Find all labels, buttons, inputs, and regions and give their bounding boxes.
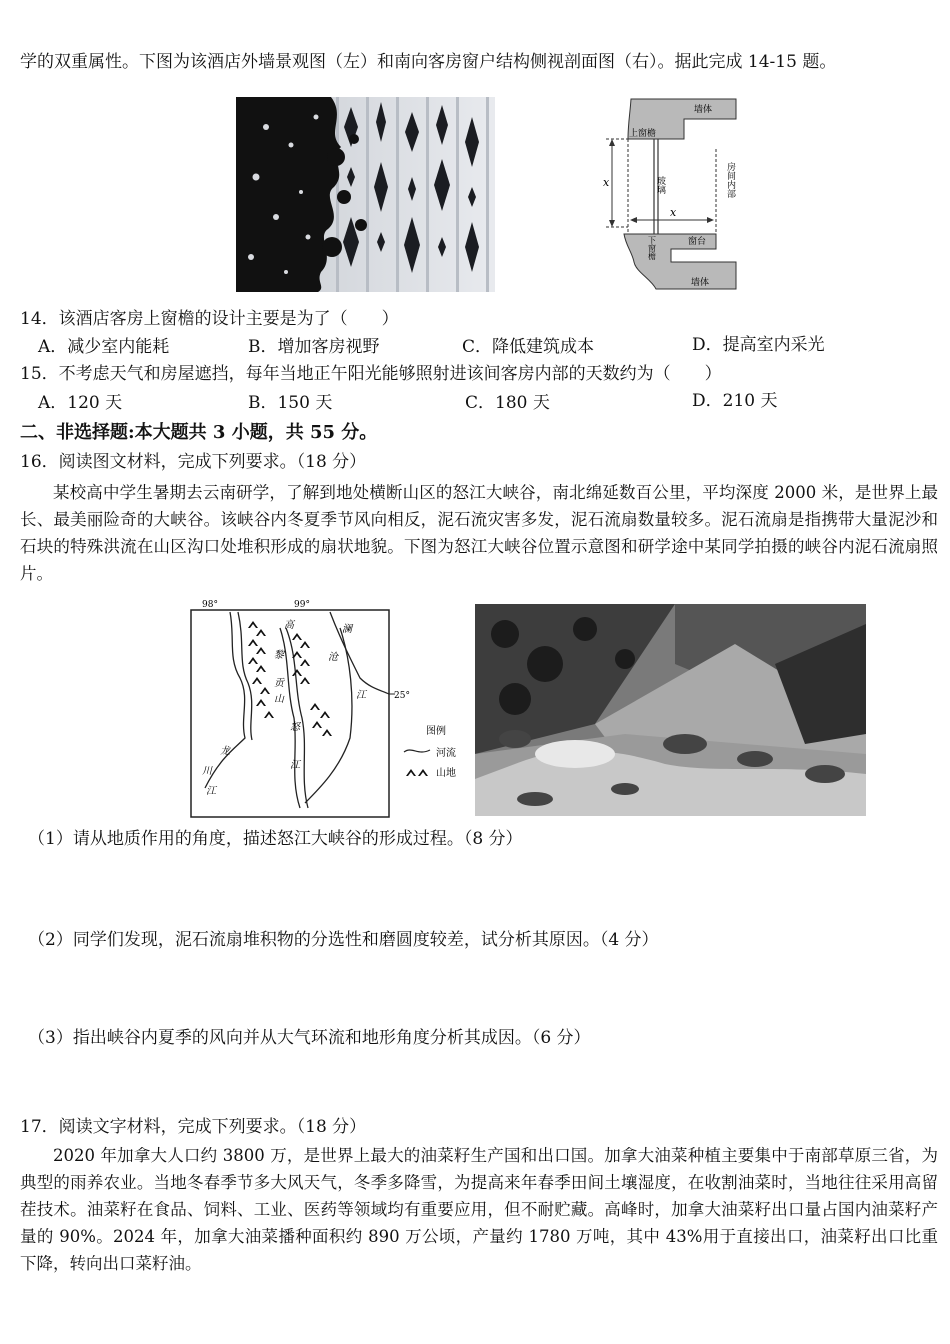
q14-stem: 14．该酒店客房上窗檐的设计主要是为了（ ）	[20, 309, 399, 329]
x-horizontal-label: x	[670, 206, 677, 219]
nujiang-map	[190, 598, 470, 820]
q15-option-a[interactable]: A．120 天	[38, 393, 123, 413]
lat-25-label: 25°	[394, 691, 410, 701]
legend-mountain-label: 山地	[436, 768, 456, 779]
wall-top-label: 墙体	[694, 105, 713, 115]
q14-option-c[interactable]: C．降低建筑成本	[462, 337, 595, 357]
q14-option-a[interactable]: A．减少室内能耗	[38, 337, 170, 357]
sill-label: 窗台	[688, 237, 707, 247]
longchuan-label-1: 龙	[220, 746, 230, 757]
lon-98-label: 98°	[202, 600, 218, 610]
q15-option-c[interactable]: C．180 天	[465, 393, 550, 413]
q16-material: 某校高中学生暑期去云南研学，了解到地处横断山区的怒江大峡谷，南北绵延数百公里，平均深度 2000 米，是世界上最长、最美丽险奇的大峡谷。该峡谷内冬夏季节风向相反，泥石流灾害多发，泥石流扇数量较多。泥石流扇是指携带大量泥沙和石块的特殊洪流在山区沟口处堆积形成的扇状地貌。下图为怒江大峡谷位置示意图和研学途中某同学拍摄的峡谷内泥石流扇照片。	[20, 483, 938, 583]
longchuan-label-3: 江	[206, 786, 216, 797]
lancang-label-2: 沧	[328, 652, 338, 663]
hotel-wall-photo	[236, 97, 495, 292]
section2-heading: 二、非选择题:本大题共 3 小题，共 55 分。	[20, 422, 378, 443]
q16-sub2: （2）同学们发现，泥石流扇堆积物的分选性和磨圆度较差，试分析其原因。（4 分）	[28, 930, 659, 950]
legend-title: 图例	[426, 726, 446, 737]
legend-river-label: 河流	[436, 748, 456, 759]
legend-mountain-symbol	[406, 769, 428, 776]
gaoligong-label-3: 贡	[274, 678, 284, 689]
lower-eave-label: 下窗檐	[647, 236, 657, 260]
upper-eave-label: 上窗檐	[629, 129, 657, 139]
nujiang-label-2: 江	[290, 760, 300, 771]
q14-option-d[interactable]: D．提高室内采光	[692, 335, 825, 355]
intro-line: 学的双重属性。下图为该酒店外墙景观图（左）和南向客房窗户结构侧视剖面图（右）。据此完成 14-15 题。	[20, 52, 837, 72]
lancang-label-3: 江	[356, 690, 366, 701]
q16-stem: 16．阅读图文材料，完成下列要求。（18 分）	[20, 452, 367, 472]
q16-sub3: （3）指出峡谷内夏季的风向并从大气环流和地形角度分析其成因。（6 分）	[28, 1028, 591, 1048]
lon-99-label: 99°	[294, 600, 310, 610]
gaoligong-label-2: 黎	[274, 650, 284, 661]
x-vertical-label: x	[603, 176, 610, 189]
q15-option-b[interactable]: B．150 天	[248, 393, 333, 413]
wall-bottom-label: 墙体	[691, 278, 710, 288]
q17-stem: 17．阅读文字材料，完成下列要求。（18 分）	[20, 1117, 367, 1137]
q14-option-b[interactable]: B．增加客房视野	[248, 337, 380, 357]
lancang-label-1: 澜	[342, 624, 352, 635]
room-inside-label: 房间内部	[725, 162, 735, 198]
q15-stem: 15．不考虑天气和房屋遮挡，每年当地正午阳光能够照射进该间客房内部的天数约为（ ）	[20, 364, 722, 384]
legend-river-symbol	[404, 750, 430, 752]
debris-flow-photo	[475, 604, 866, 816]
gaoligong-label-4: 山	[274, 694, 284, 705]
q17-material: 2020 年加拿大人口约 3800 万，是世界上最大的油菜籽生产国和出口国。加拿大油菜种植主要集中于南部草原三省，为典型的雨养农业。当地冬春季节多大风天气，冬季多降雪，为提高来年春季田间土壤湿度，在收割油菜时，当地往往采用高留茬技术。油菜籽在食品、饲料、工业、医药等领域均有重要应用，但不耐贮藏。高峰时，加拿大油菜籽出口量占国内油菜籽产量的 90%。2024 年，加拿大油菜播种面积约 890 万公顷，产量约 1780 万吨，其中 43%用于直接出口，油菜籽出口比重下降，转向出口菜籽油。	[20, 1146, 938, 1273]
gaoligong-label-1: 高	[284, 620, 294, 631]
q15-option-d[interactable]: D．210 天	[692, 391, 778, 411]
window-section-diagram	[596, 94, 746, 294]
q16-sub1: （1）请从地质作用的角度，描述怒江大峡谷的形成过程。（8 分）	[28, 829, 523, 849]
longchuan-label-2: 川	[202, 766, 212, 777]
glass-label: 玻璃	[655, 176, 665, 194]
nujiang-label-1: 怒	[290, 722, 300, 733]
